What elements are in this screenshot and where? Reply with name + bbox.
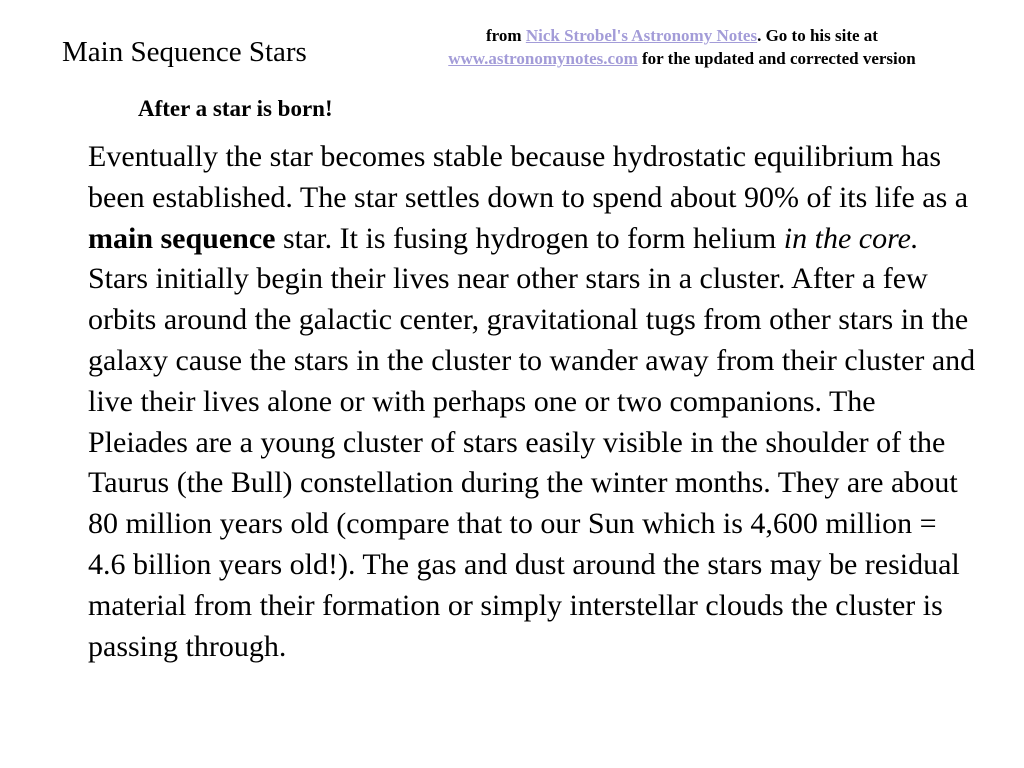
source-prefix: from: [486, 26, 526, 45]
body-text-part1: Eventually the star becomes stable because hydrostatic equilibrium has been established. The star settles down to spend about 90% of its life as a: [88, 140, 969, 214]
source-note: [396, 24, 968, 70]
main-sequence-term: main sequence: [88, 221, 276, 255]
body-text-part3: Stars initially begin their lives near other stars in a cluster. After a few orbits around the galactic center, gravitational tugs from other stars in the galaxy cause the stars in the cluster to wander away from their cluster and live their lives alone or with perhaps one or two companions. The Pleiades are a young cluster of stars easily visible in the shoulder of the Taurus (the Bull) constellation during the winter months. They are about 80 million years old (compare that to our Sun which is 4,600 million = 4.6 billion years old!). The gas and dust around the stars may be residual material from their formation or simply interstellar clouds the cluster is passing through.: [88, 262, 976, 663]
section-subtitle: After a star is born!: [138, 96, 333, 121]
astronomynotes-site-link[interactable]: www.astronomynotes.com: [448, 49, 638, 68]
source-middle: . Go to his site at: [757, 26, 878, 45]
in-the-core-term: in the core.: [783, 221, 919, 255]
source-suffix: for the updated and corrected version: [637, 49, 916, 68]
page-title: Main Sequence Stars: [62, 36, 307, 68]
body-text-part2: star. It is fusing hydrogen to form helium: [275, 221, 784, 255]
astronomy-notes-link[interactable]: Nick Strobel's Astronomy Notes: [525, 26, 758, 45]
body-paragraph: [88, 137, 978, 667]
